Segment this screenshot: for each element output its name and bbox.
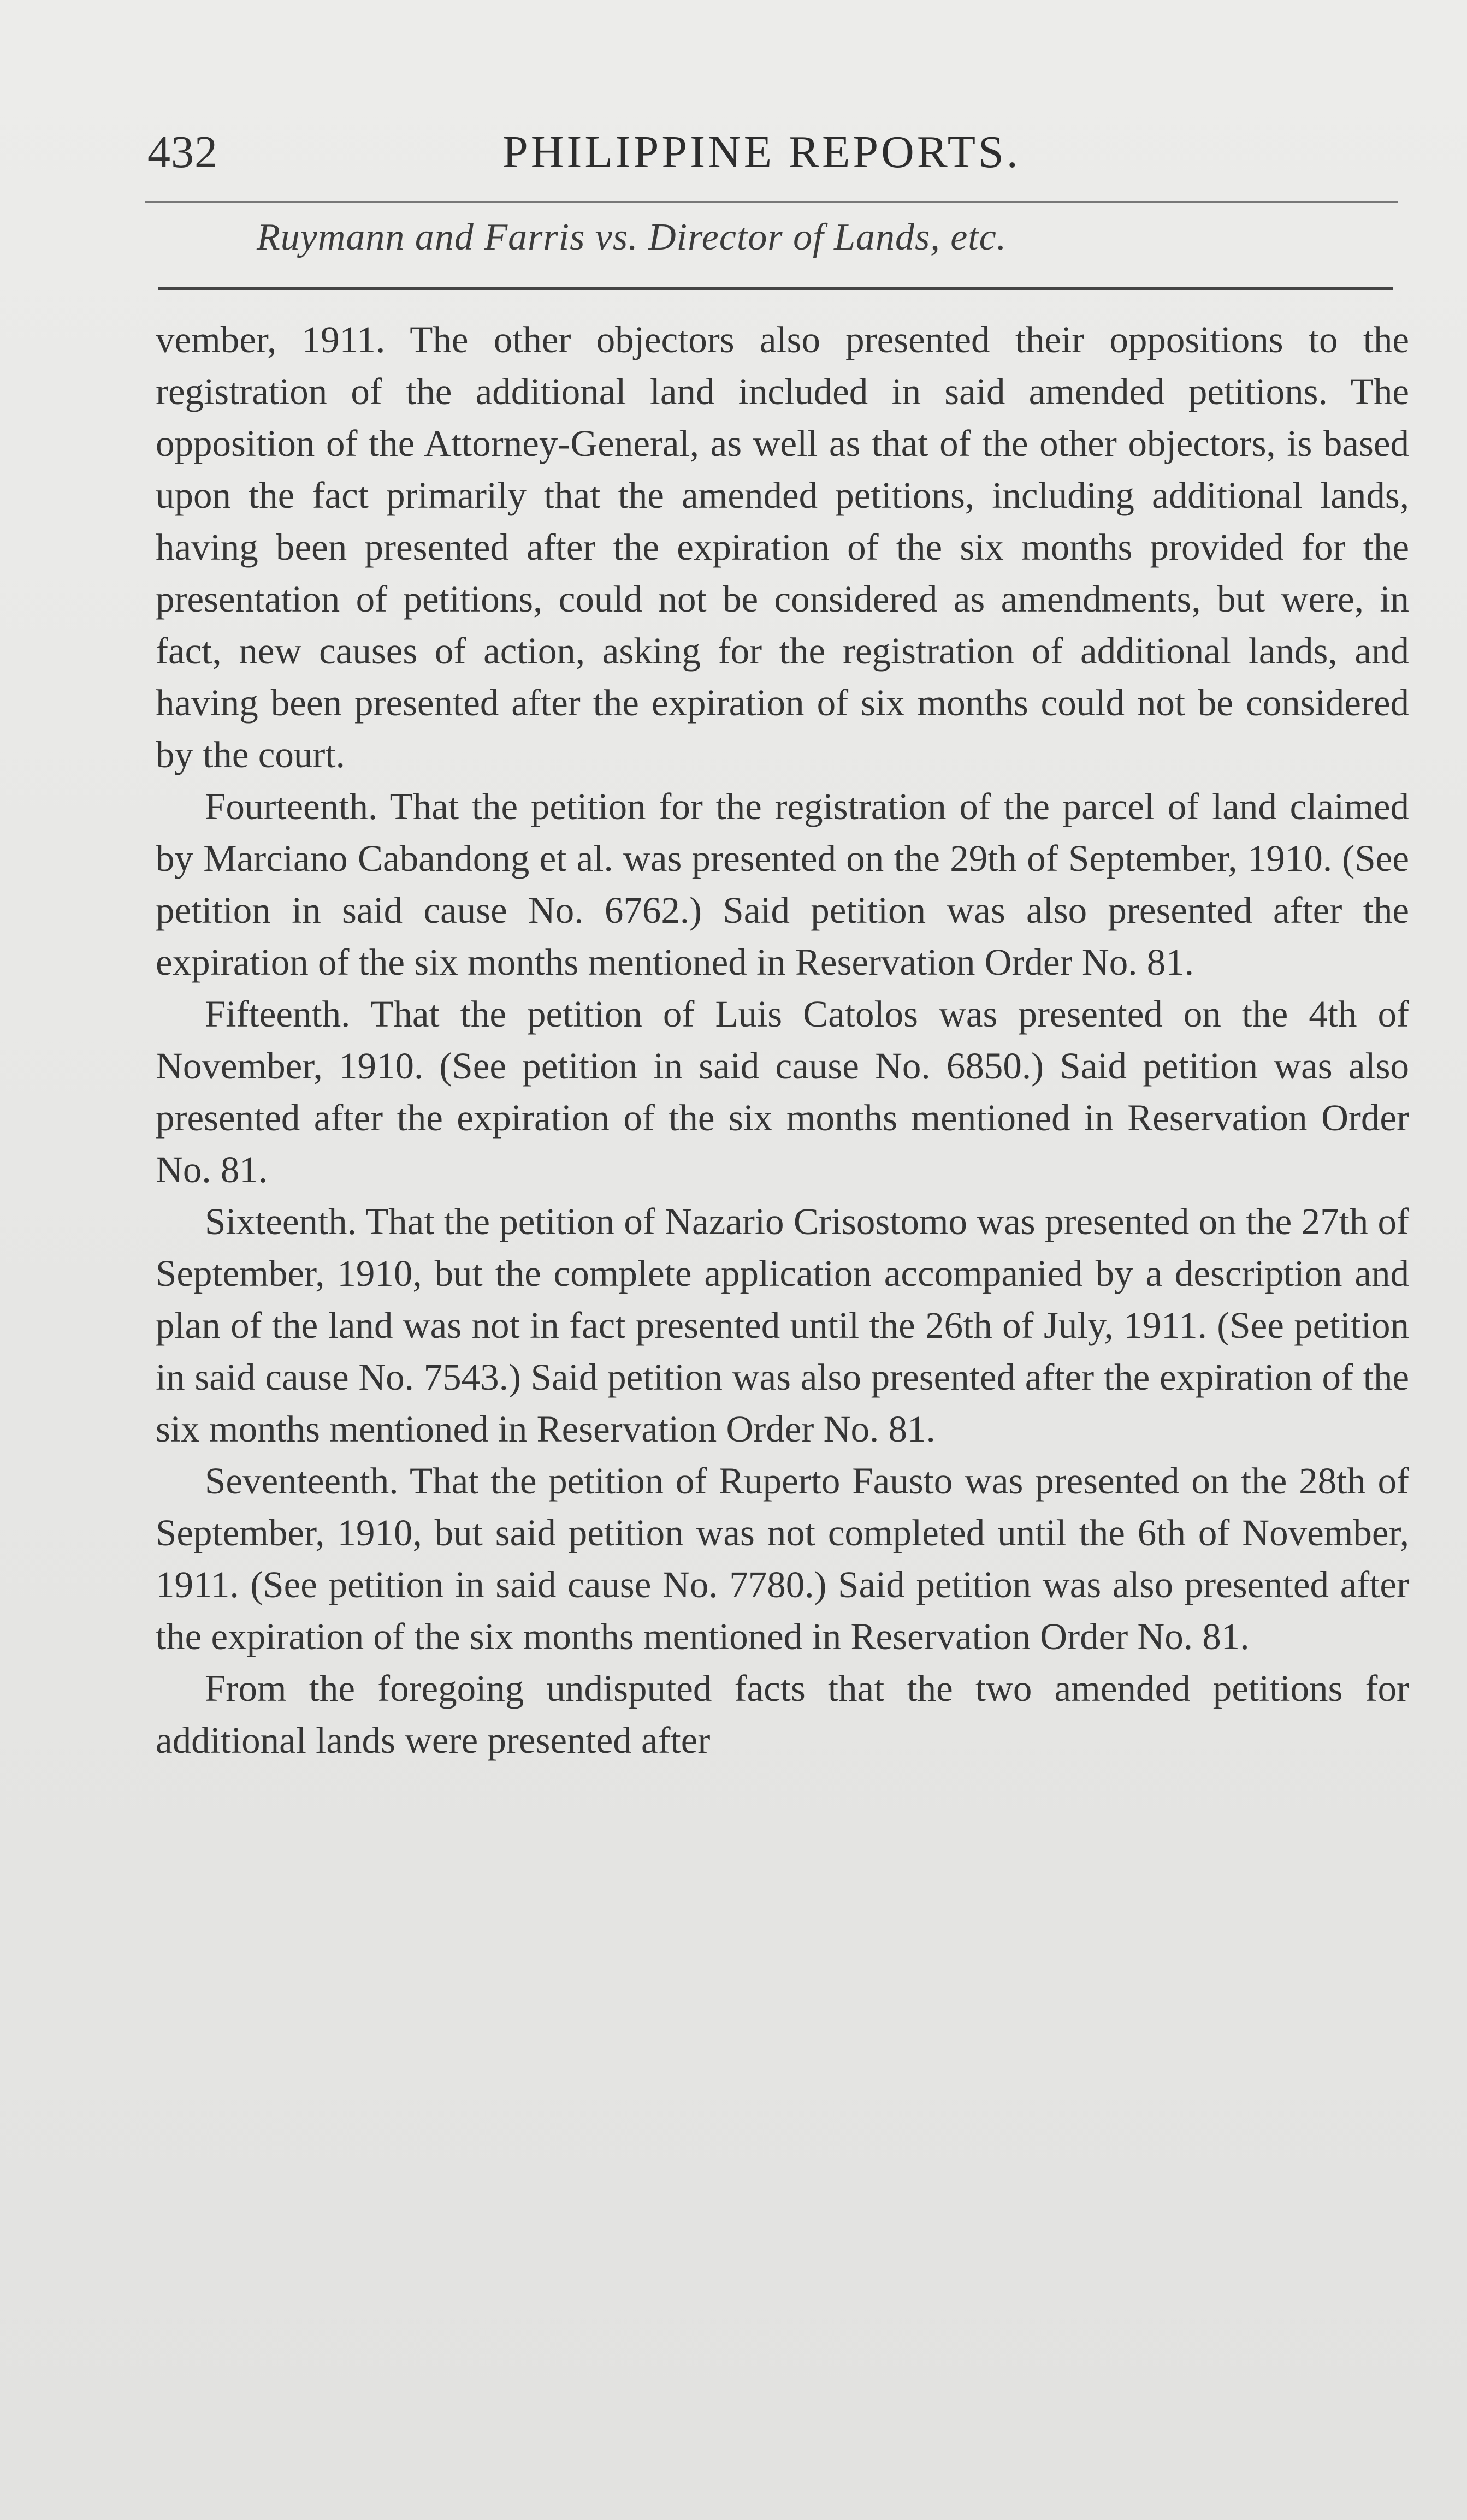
paragraph-fifteenth: Fifteenth. That the petition of Luis Catolos was presented on the 4th of November, 1910. (See petition in said cause No. 6850.) Said petition was also presented after the expiration of the six months mentioned in Reservation Order No. 81. [156, 993, 1409, 1190]
paragraph-fourteenth: Fourteenth. That the petition for the registration of the parcel of land claimed by Marciano Cabandong et al. was presented on the 29th of September, 1910. (See petition in said cause No. 6762.) Said petition was also presented after the expiration of the six months mentioned in Reservation Order No. 81. [156, 786, 1409, 983]
paragraph-sixteenth: Sixteenth. That the petition of Nazario Crisostomo was presented on the 27th of September, 1910, but the complete application accompanied by a description and plan of the land was not in fact presented until the 26th of July, 1911. (See petition in said cause No. 7543.) Said petition was also presented after the expiration of the six months mentioned in Reservation Order No. 81. [156, 1201, 1409, 1450]
header-rule [145, 201, 1398, 203]
case-title: Ruymann and Farris vs. Director of Lands, etc. [257, 216, 1007, 258]
paragraph-conclusion: From the foregoing undisputed facts that the two amended petitions for additional lands were presented after [156, 1668, 1409, 1761]
paragraph-continuation: vember, 1911. The other objectors also presented their oppositions to the registration of the additional land included in said amended petitions. The opposition of the Attorney-General, as well as that of the other objectors, is based upon the fact primarily that the amended petitions, including additional lands, having been presented after the expiration of the six months provided for the presentation of petitions, could not be considered as amendments, but were, in fact, new causes of action, asking for the registration of additional lands, and having been presented after the expiration of six months could not be considered by the court. [156, 319, 1409, 775]
case-title-rule [158, 287, 1393, 290]
page-header [142, 126, 1398, 191]
page-number: 432 [147, 127, 218, 177]
paragraph-seventeenth: Seventeenth. That the petition of Ruperto Fausto was presented on the 28th of September, 1910, but said petition was not completed until the 6th of November, 1911. (See petition in said cause No. 7780.) Said petition was also presented after the expiration of the six months mentioned in Reservation Order No. 81. [156, 1460, 1409, 1657]
running-title: PHILIPPINE REPORTS. [502, 127, 1021, 177]
body-text [156, 314, 1409, 1766]
